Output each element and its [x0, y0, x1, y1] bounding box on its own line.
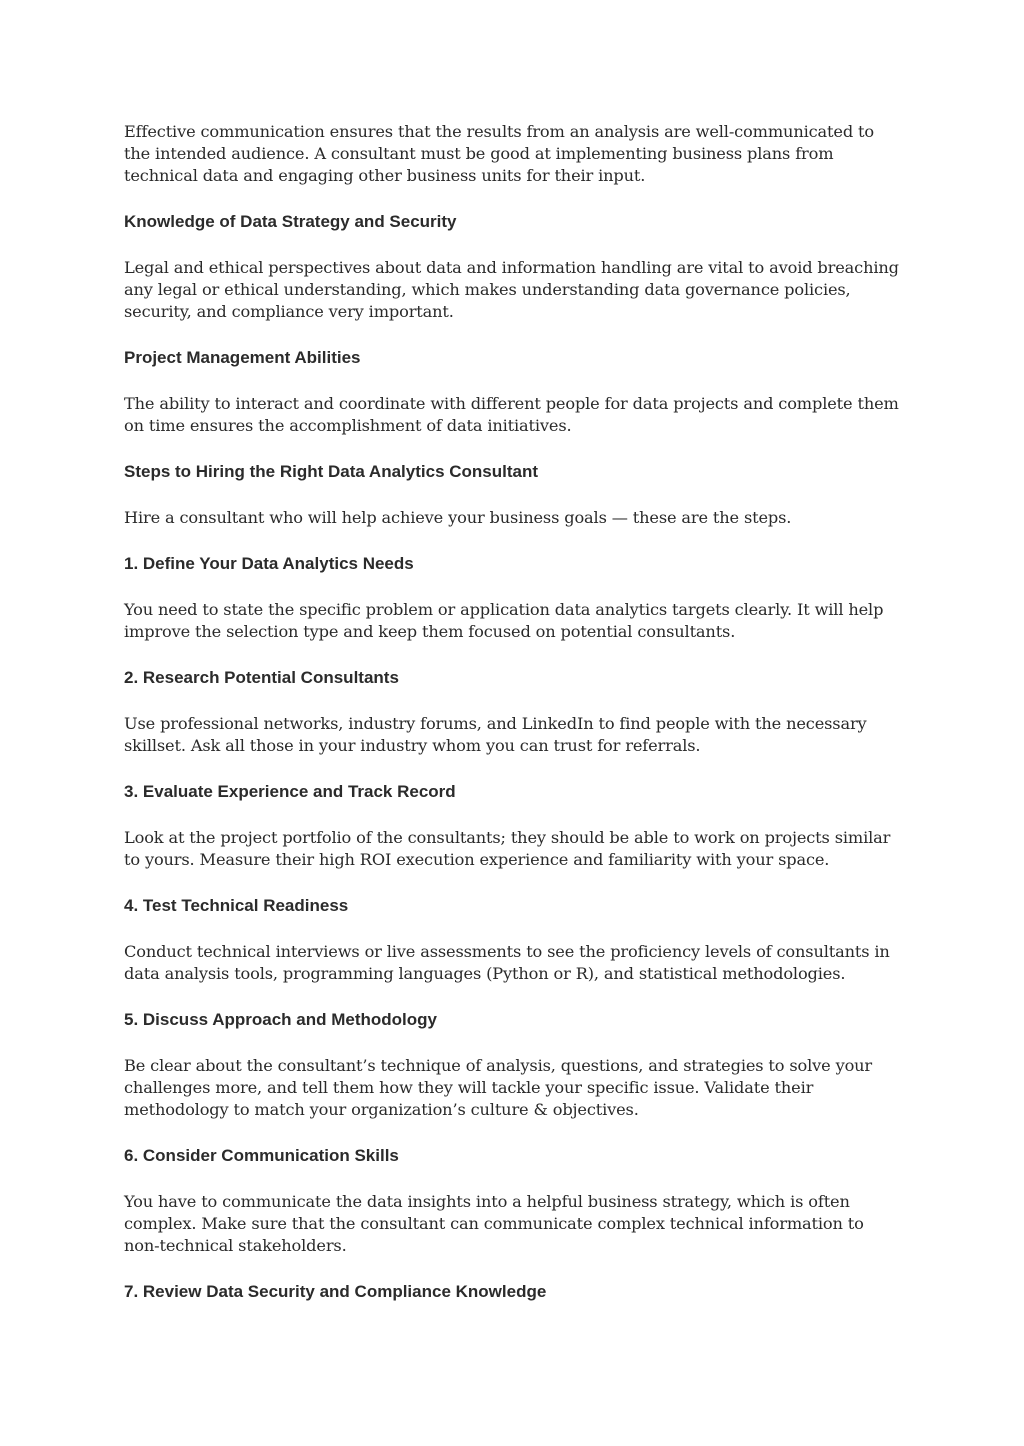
paragraph-step-2: Use professional networks, industry forums, and LinkedIn to find people with the necessary skillset. Ask all those in your industry whom you can trust for referrals.: [124, 714, 867, 755]
paragraph-hire-consultant: Hire a consultant who will help achieve your business goals — these are the steps.: [124, 508, 792, 527]
heading-step-4: 4. Test Technical Readiness: [124, 896, 349, 915]
paragraph-step-4: Conduct technical interviews or live assessments to see the proficiency levels of consultants in data analysis tools, programming languages (Python or R), and statistical methodologies.: [124, 942, 890, 983]
heading-hiring-steps: Steps to Hiring the Right Data Analytics Consultant: [124, 462, 539, 481]
paragraph-step-6: You have to communicate the data insights into a helpful business strategy, which is often complex. Make sure that the consultant can communicate complex technical information to non-technical stakeholders.: [124, 1192, 864, 1255]
paragraph-step-5: Be clear about the consultant’s technique of analysis, questions, and strategies to solve your challenges more, and tell them how they will tackle your specific issue. Validate their methodology to match your organization’s culture & objectives.: [124, 1056, 873, 1119]
heading-step-7: 7. Review Data Security and Compliance Knowledge: [124, 1282, 547, 1301]
heading-step-3: 3. Evaluate Experience and Track Record: [124, 782, 456, 801]
paragraph-legal-ethical: Legal and ethical perspectives about data and information handling are vital to avoid breaching any legal or ethical understanding, which makes understanding data governance policies, security, and compliance very important.: [124, 258, 899, 321]
document-page: [124, 121, 904, 1327]
paragraph-effective-communication: Effective communication ensures that the results from an analysis are well-communicated to the intended audience. A consultant must be good at implementing business plans from technical data and engaging other business units for their input.: [124, 122, 874, 185]
paragraph-step-1: You need to state the specific problem or application data analytics targets clearly. It will help improve the selection type and keep them focused on potential consultants.: [124, 600, 884, 641]
heading-data-strategy-security: Knowledge of Data Strategy and Security: [124, 212, 457, 231]
heading-step-5: 5. Discuss Approach and Methodology: [124, 1010, 437, 1029]
heading-step-6: 6. Consider Communication Skills: [124, 1146, 399, 1165]
heading-step-1: 1. Define Your Data Analytics Needs: [124, 554, 414, 573]
heading-project-management: Project Management Abilities: [124, 348, 361, 367]
paragraph-step-3: Look at the project portfolio of the consultants; they should be able to work on projects similar to yours. Measure their high ROI execution experience and familiarity with your space.: [124, 828, 891, 869]
paragraph-coordinate-projects: The ability to interact and coordinate with different people for data projects and complete them on time ensures the accomplishment of data initiatives.: [124, 394, 899, 435]
heading-step-2: 2. Research Potential Consultants: [124, 668, 399, 687]
